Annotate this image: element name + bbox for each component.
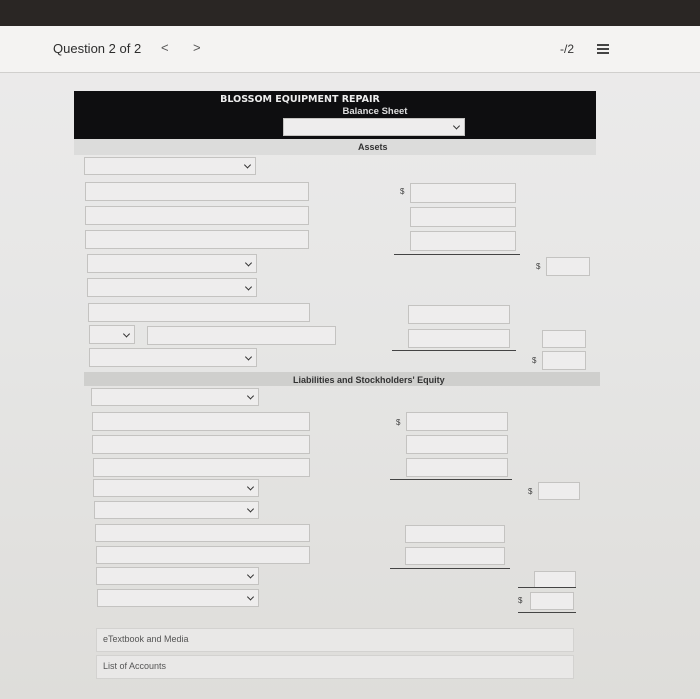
equity-account-input[interactable] <box>96 546 310 564</box>
next-question-icon[interactable]: > <box>193 40 201 55</box>
statement-title: Balance Sheet <box>342 106 408 117</box>
liability-amount-input[interactable] <box>406 412 508 431</box>
asset-account-input[interactable] <box>85 230 309 249</box>
list-of-accounts-label: List of Accounts <box>103 661 167 671</box>
etextbook-link-label: eTextbook and Media <box>103 634 189 644</box>
asset-account-input[interactable] <box>88 303 310 322</box>
etextbook-link[interactable] <box>96 628 574 652</box>
net-amount-input[interactable] <box>542 330 586 348</box>
less-label-select[interactable] <box>89 325 135 344</box>
list-of-accounts-link[interactable] <box>96 655 574 679</box>
asset-account-input[interactable] <box>85 182 309 201</box>
subtotal-rule <box>394 254 520 255</box>
liability-amount-input[interactable] <box>406 458 508 477</box>
subtotal-rule <box>390 479 512 480</box>
question-page <box>0 26 700 699</box>
asset-account-input[interactable] <box>85 206 309 225</box>
asset-category-select[interactable] <box>84 157 256 175</box>
subtotal-rule <box>518 587 576 588</box>
assets-header-band <box>74 139 596 155</box>
total-assets-label-select[interactable] <box>89 348 257 367</box>
liability-category-select[interactable] <box>91 388 259 406</box>
asset-amount-input[interactable] <box>408 305 510 324</box>
subtotal-rule <box>390 568 510 569</box>
currency-symbol: $ <box>528 487 533 496</box>
menu-list-icon[interactable] <box>597 44 609 55</box>
asset-subtotal-input[interactable] <box>546 257 590 276</box>
currency-symbol: $ <box>400 187 405 196</box>
asset-category-select[interactable] <box>87 278 257 297</box>
company-name: BLOSSOM EQUIPMENT REPAIR <box>220 94 380 105</box>
liability-account-input[interactable] <box>93 458 310 477</box>
liabilities-equity-heading: Liabilities and Stockholders' Equity <box>293 375 445 385</box>
liability-amount-input[interactable] <box>406 435 508 454</box>
assets-heading: Assets <box>358 142 388 152</box>
date-select[interactable] <box>283 118 465 136</box>
currency-symbol: $ <box>518 596 523 605</box>
asset-amount-input[interactable] <box>410 231 516 251</box>
total-liabilities-label-select[interactable] <box>93 479 259 497</box>
total-equity-input[interactable] <box>534 571 576 588</box>
total-equity-label-select[interactable] <box>96 567 259 585</box>
asset-amount-input[interactable] <box>410 207 516 227</box>
asset-total-label-select[interactable] <box>87 254 257 273</box>
question-title: Question 2 of 2 <box>53 41 142 56</box>
contra-account-input[interactable] <box>147 326 336 345</box>
subtotal-rule <box>392 350 516 351</box>
double-underline <box>518 612 576 613</box>
previous-question-icon[interactable]: < <box>161 40 169 55</box>
page-indicator: -/2 <box>560 42 575 56</box>
equity-category-select[interactable] <box>94 501 259 519</box>
equity-account-input[interactable] <box>95 524 310 542</box>
asset-amount-input[interactable] <box>410 183 516 203</box>
liability-account-input[interactable] <box>92 435 310 454</box>
equity-amount-input[interactable] <box>405 525 505 543</box>
liability-account-input[interactable] <box>92 412 310 431</box>
currency-symbol: $ <box>532 356 537 365</box>
currency-symbol: $ <box>396 418 401 427</box>
total-liabilities-input[interactable] <box>538 482 580 500</box>
total-liabilities-equity-label-select[interactable] <box>97 589 259 607</box>
total-liabilities-equity-input[interactable] <box>530 592 574 610</box>
currency-symbol: $ <box>536 262 541 271</box>
contra-amount-input[interactable] <box>408 329 510 348</box>
total-assets-input[interactable] <box>542 351 586 370</box>
question-header <box>0 26 700 73</box>
equity-amount-input[interactable] <box>405 547 505 565</box>
